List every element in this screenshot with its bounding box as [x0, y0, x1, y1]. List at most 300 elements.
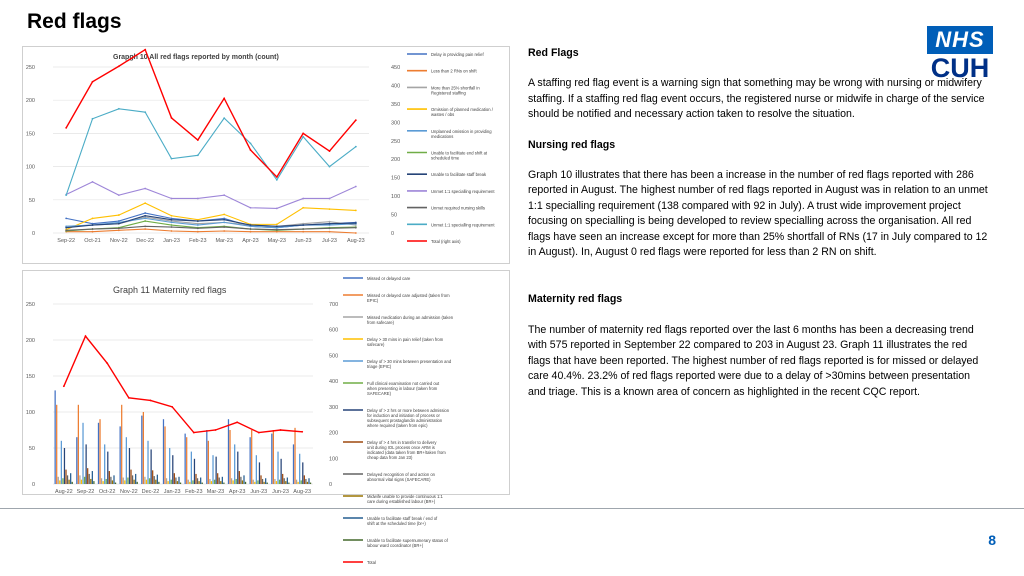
bar [84, 477, 85, 484]
series-line [66, 109, 356, 195]
maternity-red-flags-heading: Maternity red flags [528, 293, 623, 306]
data-point [118, 214, 120, 216]
data-point [144, 212, 146, 214]
legend-label: More than 25% shortfall in [431, 85, 480, 91]
data-point [302, 207, 304, 209]
data-point [302, 228, 304, 230]
bar [157, 475, 158, 484]
legend-label: unit during IOL process once ARM is [367, 445, 435, 450]
data-point [65, 217, 67, 219]
bar [177, 481, 178, 484]
bar [61, 441, 62, 484]
bar [135, 474, 136, 484]
data-point [250, 228, 252, 230]
data-point [355, 210, 357, 212]
legend-label: medications [431, 133, 454, 139]
data-point [355, 232, 357, 234]
bar [299, 454, 300, 484]
bar [99, 419, 100, 484]
data-point [118, 229, 120, 231]
x-tick-label: Apr-23 [228, 489, 246, 495]
legend-label: triage (EPIC) [367, 364, 392, 369]
data-point [118, 227, 120, 229]
legend-label: Unable to facilitate end shift at [431, 150, 488, 156]
bar [263, 482, 264, 484]
bar [285, 481, 286, 484]
bar [70, 473, 71, 484]
bar [253, 480, 254, 484]
y-right-tick-label: 50 [391, 212, 398, 219]
bar [110, 477, 111, 484]
bar [305, 479, 306, 484]
y-tick-label: 100 [25, 164, 35, 171]
bar [186, 437, 187, 484]
legend-label: Registered staffing [431, 90, 466, 96]
legend-label: Missed medication during an admission (taken [367, 315, 454, 320]
x-tick-label: Jan-23 [163, 238, 180, 244]
data-point [144, 225, 146, 227]
bar [59, 480, 60, 484]
bar [89, 474, 90, 484]
y-right-tick-label: 600 [329, 327, 339, 334]
data-point [128, 397, 130, 399]
bar [208, 441, 209, 484]
data-point [329, 198, 331, 200]
bar [124, 480, 125, 484]
legend-label: Unmet 1:1 specialling requirement [431, 222, 495, 228]
bar [185, 434, 186, 484]
x-tick-label: Sep-22 [76, 489, 95, 495]
data-point [171, 406, 173, 408]
bar [194, 459, 195, 484]
bar [137, 482, 138, 484]
data-point [92, 81, 94, 83]
bar [298, 482, 299, 484]
data-point [302, 133, 304, 135]
bar [180, 483, 181, 484]
y-right-tick-label: 200 [391, 157, 401, 164]
bar [287, 478, 288, 484]
data-point [144, 228, 146, 230]
bar [62, 478, 63, 484]
data-point [215, 429, 217, 431]
bar [239, 471, 240, 484]
bar [231, 478, 232, 484]
data-point [171, 226, 173, 228]
bar [143, 412, 144, 484]
x-tick-label: Apr-23 [242, 238, 259, 244]
bar [149, 478, 150, 484]
bar [144, 477, 145, 484]
data-point [302, 231, 304, 233]
y-tick-label: 50 [28, 446, 35, 452]
bar [132, 475, 133, 484]
bar [147, 441, 148, 484]
bar [237, 452, 238, 484]
bar [271, 434, 272, 484]
data-point [197, 139, 199, 141]
legend-label: abnormal vital signs (SAFECARE) [367, 477, 431, 482]
bar [236, 479, 237, 484]
bar [294, 428, 295, 484]
bar [228, 419, 229, 484]
bar [154, 476, 155, 484]
data-point [65, 127, 67, 129]
data-point [250, 149, 252, 151]
series-line [66, 203, 356, 230]
legend-label: for induction and initiation of process or [367, 413, 440, 418]
data-point [197, 198, 199, 200]
bar [123, 478, 124, 484]
bar [188, 480, 189, 484]
data-point [276, 225, 278, 227]
x-tick-label: Jun-23 [294, 238, 312, 244]
bar [198, 481, 199, 484]
legend-label: EPIC) [367, 298, 379, 303]
data-point [171, 221, 173, 223]
data-point [302, 198, 304, 200]
data-point [92, 224, 94, 226]
data-point [171, 224, 173, 226]
y-right-tick-label: 350 [391, 101, 401, 108]
legend-label: from safecare) [367, 320, 394, 325]
bar [254, 482, 255, 484]
bar [233, 480, 234, 484]
y-tick-label: 150 [25, 131, 35, 138]
bar [220, 481, 221, 484]
data-point [329, 227, 331, 229]
y-right-tick-label: 0 [329, 482, 333, 488]
data-point [355, 146, 357, 148]
legend-label: Delay of > 30 mins between presentation and [367, 359, 452, 364]
bar [279, 480, 280, 484]
bar [229, 430, 230, 484]
bar [214, 480, 215, 484]
bar [120, 426, 121, 484]
data-point [355, 222, 357, 224]
bar [146, 480, 147, 484]
data-point [150, 400, 152, 402]
data-point [223, 117, 225, 119]
graph-10-nursing-red-flags [22, 46, 510, 264]
nursing-red-flags-heading: Nursing red flags [528, 138, 616, 151]
data-point [223, 214, 225, 216]
data-point [258, 432, 260, 434]
bar [262, 479, 263, 484]
legend-label: labour ward coordinator (BR+) [367, 543, 424, 548]
x-tick-label: Mar-23 [215, 238, 233, 244]
bar [282, 474, 283, 484]
legend-label: care during established labour (BR+) [367, 499, 436, 504]
legend-label: SAFECARE) [367, 391, 391, 396]
bar [245, 482, 246, 484]
bar [67, 475, 68, 484]
legend-label: Unable to facilitate staff break / end of [367, 516, 438, 521]
legend-label: Missed or delayed care adjusted (taken from [367, 293, 450, 298]
legend-label: scheduled time [431, 155, 460, 161]
legend-label: Total (right axis) [431, 239, 461, 244]
legend-label: subsequent prostaglandin administration [367, 418, 443, 423]
y-tick-label: 0 [31, 231, 35, 237]
bar [171, 480, 172, 484]
x-tick-label: Feb-23 [189, 238, 207, 244]
bar [223, 483, 224, 484]
x-tick-label: Oct-22 [98, 489, 116, 495]
x-tick-label: Jul-23 [322, 238, 337, 244]
bar [109, 471, 110, 484]
y-right-tick-label: 0 [391, 231, 395, 237]
data-point [355, 186, 357, 188]
chart-title: Graph 11 Maternity red flags [113, 285, 227, 295]
legend-label: wastes / obs [431, 112, 455, 118]
bar [240, 477, 241, 484]
data-point [250, 231, 252, 233]
x-tick-label: Dec-22 [141, 489, 160, 495]
legend-label: Delayed recognition of and action on [367, 472, 435, 477]
bar [178, 477, 179, 484]
data-point [144, 49, 146, 51]
y-right-tick-label: 100 [329, 456, 339, 463]
bar [68, 480, 69, 484]
bar [175, 478, 176, 484]
data-point [171, 158, 173, 160]
bar [82, 423, 83, 484]
bar [86, 444, 87, 484]
data-point [193, 432, 195, 434]
bar [152, 470, 153, 484]
bar [106, 479, 107, 484]
bar [260, 475, 261, 484]
data-point [92, 181, 94, 183]
bar [72, 482, 73, 484]
data-point [276, 208, 278, 210]
bar [257, 480, 258, 484]
legend-label: Unable to facilitate supernumerary status of [367, 538, 448, 543]
bar [281, 459, 282, 484]
bar [113, 475, 114, 484]
bar [276, 481, 277, 484]
data-point [301, 431, 303, 433]
x-tick-label: Nov-22 [119, 489, 138, 495]
bar [274, 479, 275, 484]
data-point [144, 111, 146, 113]
y-right-tick-label: 200 [329, 430, 339, 437]
bar [92, 471, 93, 484]
y-tick-label: 150 [25, 374, 35, 380]
bar [55, 390, 56, 484]
data-point [92, 228, 94, 230]
graph-10-svg [23, 47, 509, 263]
bar [151, 449, 152, 484]
bar [130, 470, 131, 484]
data-point [144, 217, 146, 219]
data-point [329, 150, 331, 152]
legend-label: where required (taken from epic) [367, 423, 428, 428]
graph-11-maternity-red-flags [22, 270, 510, 565]
data-point [118, 194, 120, 196]
data-point [118, 108, 120, 110]
legend-label: Unable to facilitate staff break [431, 172, 487, 178]
bar [308, 478, 309, 484]
bar [169, 448, 170, 484]
data-point [171, 117, 173, 119]
bar [216, 457, 217, 484]
bar [163, 419, 164, 484]
data-point [171, 215, 173, 217]
bar [277, 452, 278, 484]
y-right-tick-label: 150 [391, 175, 401, 182]
bar [174, 473, 175, 484]
data-point [171, 230, 173, 232]
bar [133, 480, 134, 484]
bar [107, 452, 108, 484]
legend-label: Delay in providing pain relief [431, 52, 484, 57]
data-point [144, 188, 146, 190]
nhs-logo-box: NHS [927, 26, 993, 54]
x-tick-label: Mar-23 [206, 489, 225, 495]
data-point [302, 224, 304, 226]
cuh-logo-text: CUH [930, 53, 990, 83]
data-point [329, 208, 331, 210]
y-right-tick-label: 300 [329, 404, 339, 411]
bar [172, 455, 173, 484]
y-right-tick-label: 250 [391, 138, 401, 145]
y-right-tick-label: 300 [391, 120, 401, 127]
data-point [223, 226, 225, 228]
bar [302, 462, 303, 484]
bar [103, 481, 104, 484]
data-point [106, 362, 108, 364]
y-tick-label: 0 [31, 482, 35, 488]
data-point [197, 220, 199, 222]
data-point [92, 118, 94, 120]
y-tick-label: 100 [25, 410, 35, 416]
y-right-tick-label: 100 [391, 194, 401, 201]
bar [141, 416, 142, 484]
data-point [92, 231, 94, 233]
bar [56, 405, 57, 484]
bar [104, 444, 105, 484]
bar [211, 481, 212, 484]
data-point [250, 207, 252, 209]
bar [301, 480, 302, 484]
bar [222, 477, 223, 484]
bar [217, 473, 218, 484]
bar [189, 482, 190, 484]
data-point [223, 97, 225, 99]
bar [304, 475, 305, 484]
series-line [66, 50, 356, 177]
data-point [65, 194, 67, 196]
data-point [329, 166, 331, 168]
page-number: 8 [988, 532, 996, 548]
bar [79, 475, 80, 484]
x-tick-label: Jun-23 [250, 489, 268, 495]
bar [209, 479, 210, 484]
data-point [280, 429, 282, 431]
legend-label: indicated (data taken from BR+/taken from [367, 450, 446, 455]
bar [90, 479, 91, 484]
series-line [66, 182, 356, 209]
legend-label: Full clinical examination not carried out [367, 381, 440, 386]
bar [93, 481, 94, 484]
bar [267, 483, 268, 484]
y-tick-label: 200 [25, 98, 35, 105]
legend-label: Unmet 1:1 specialling requirement [431, 188, 495, 194]
legend-label: Unplanned omission in providing [431, 128, 492, 134]
bar [58, 477, 59, 484]
y-right-tick-label: 400 [329, 379, 339, 386]
data-point [223, 221, 225, 223]
bar [251, 430, 252, 484]
legend-label: Omission of planned medication / [431, 107, 493, 113]
data-point [171, 198, 173, 200]
red-flags-paragraph: A staffing red flag event is a warning sign that something may be wrong with nursing or midwifery staffing. If a staffing red flag event occurs, the registered nurse or midwife in charge of the service should be notified and necessary action taken to resolve the situation. [528, 77, 985, 121]
bar [168, 481, 169, 484]
data-point [355, 119, 357, 121]
bar [296, 480, 297, 484]
data-point [223, 230, 225, 232]
legend-label: Midwife unable to provide continuous 1:1 [367, 494, 443, 499]
bar [64, 448, 65, 484]
x-tick-label: Feb-23 [185, 489, 203, 495]
nursing-red-flags-paragraph: Graph 10 illustrates that there has been a increase in the number of red flags reported with 286 reported in August. The highest number of red flags reported in August was in relation to an unmet 1:1 specialling requirement (138 compared with 92 in July). A trust wide improvement project focusing on specialling is being developed to review specialling across the organisation. All red flags have seen an increase except for more than 25% shortfall of RNs (17 in July compared to 12 in August). In, August 0 red flags were reported for less than 2 RN on shift. [528, 169, 988, 259]
bar [81, 480, 82, 484]
data-point [118, 65, 120, 67]
data-point [144, 220, 146, 222]
bar [78, 405, 79, 484]
data-point [355, 227, 357, 229]
bar [284, 478, 285, 484]
legend-label: Less than 2 RNs on shift [431, 68, 477, 74]
legend-label: Unmet required nursing skills [431, 205, 485, 211]
bar [65, 470, 66, 484]
data-point [276, 229, 278, 231]
data-point [329, 221, 331, 223]
legend-label: Delay of > 4 hrs in transfer to delivery [367, 440, 437, 445]
maternity-red-flags-paragraph: The number of maternity red flags reported over the last 6 months has been a decreasing trend with 575 reported in September 22 compared to 203 in August 23. Graph 11 illustrates the red flags that have been reported. The highest number of red flags reported is for missed or delayed care 40.4%. 23.2% of red flags reported were due to a delay of >30mins between presentation and triage. This is a known area of concern as highlighted in the recent CQC report. [528, 323, 979, 398]
bar [129, 448, 130, 484]
data-point [92, 217, 94, 219]
bar [115, 483, 116, 484]
x-tick-label: May-23 [267, 238, 287, 244]
legend-label: safecare) [367, 342, 385, 347]
x-tick-label: Sep-22 [57, 238, 76, 244]
data-point [276, 223, 278, 225]
bar [155, 480, 156, 484]
bar [191, 452, 192, 484]
bar [219, 478, 220, 484]
bar [98, 423, 99, 484]
data-point [197, 224, 199, 226]
data-point [223, 194, 225, 196]
bar [200, 478, 201, 484]
bar [234, 444, 235, 484]
legend-label: Total [367, 560, 376, 565]
bar [265, 478, 266, 484]
legend-label: Missed or delayed care [367, 276, 411, 281]
data-point [144, 202, 146, 204]
data-point [65, 229, 67, 231]
bar [164, 426, 165, 484]
bar [243, 475, 244, 484]
bar [202, 483, 203, 484]
data-point [171, 219, 173, 221]
y-tick-label: 250 [25, 65, 35, 71]
bar [158, 482, 159, 484]
data-point [197, 154, 199, 156]
data-point [65, 227, 67, 229]
